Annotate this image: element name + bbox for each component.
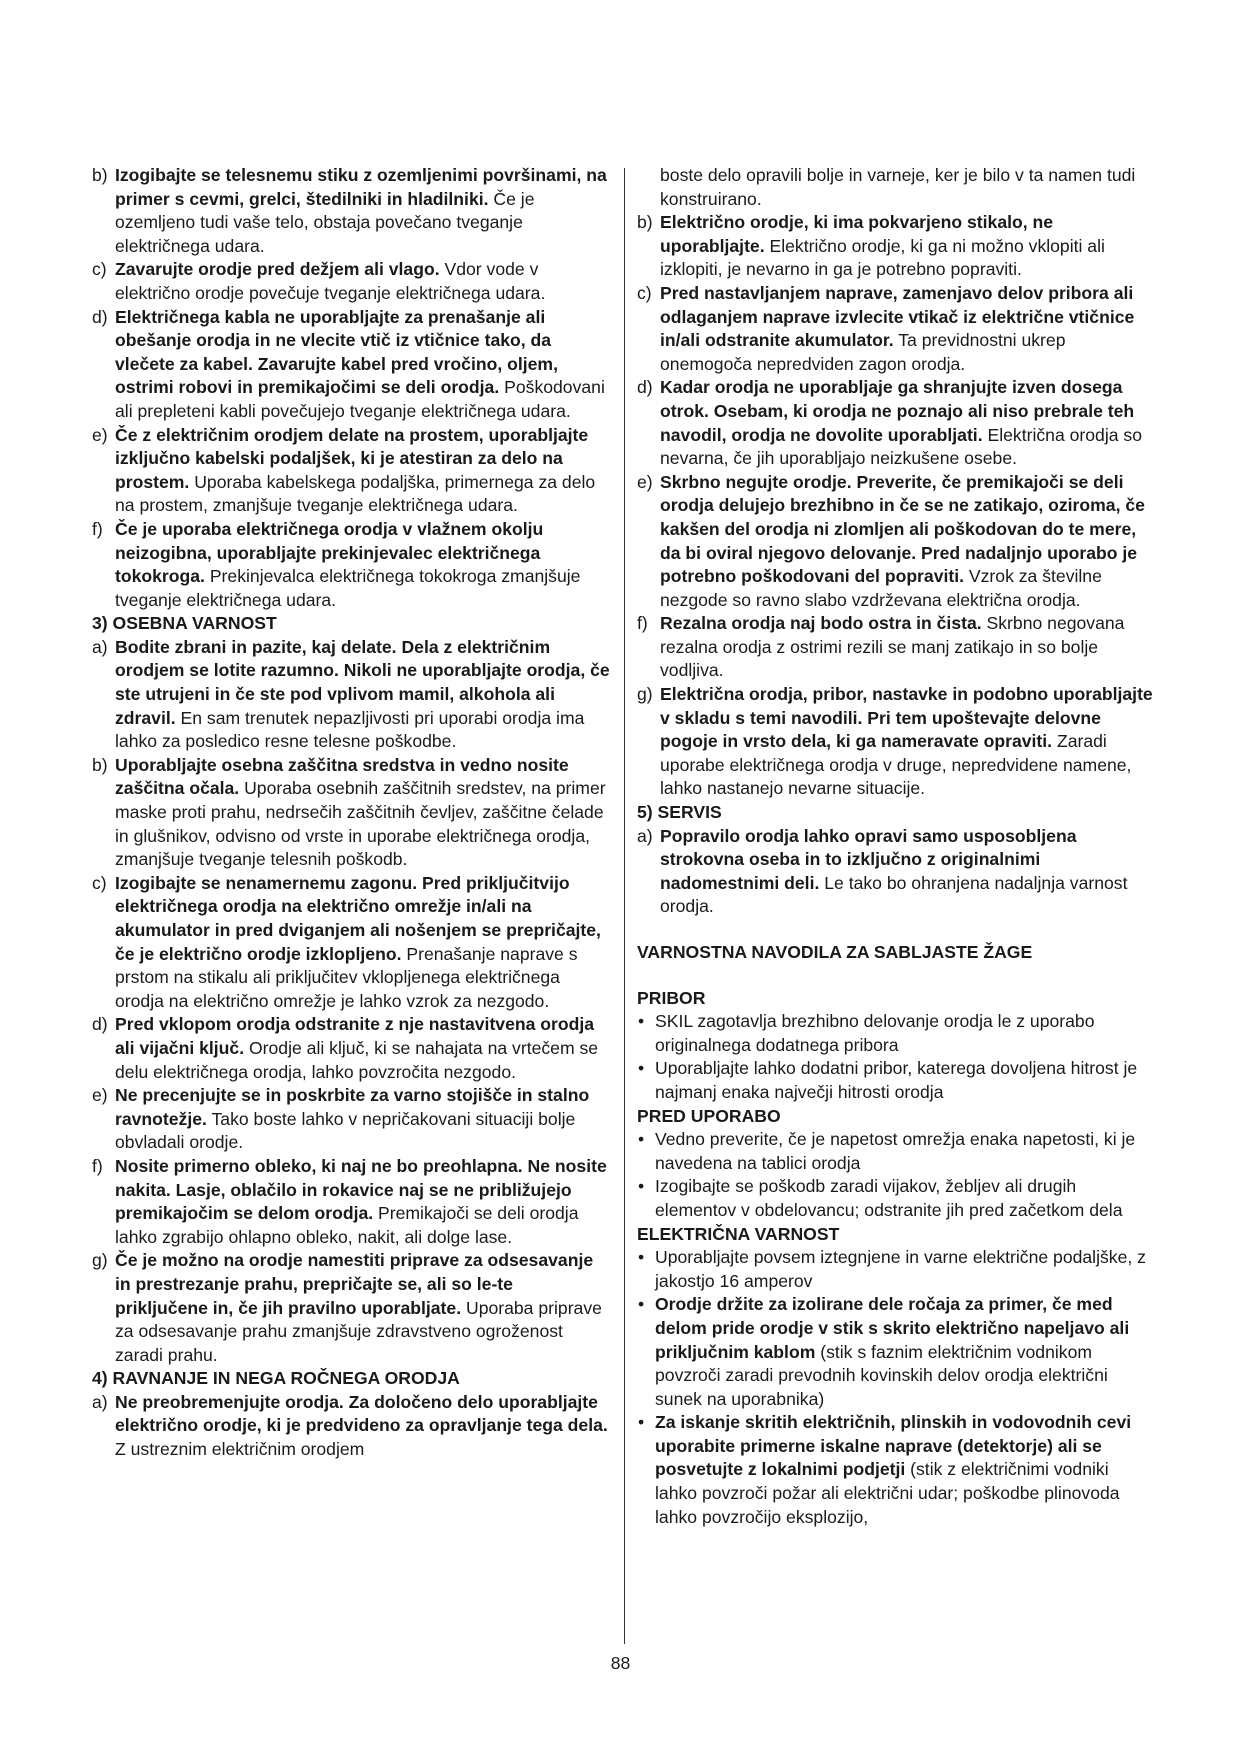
item-label: b) xyxy=(92,754,108,775)
item-text: Premikajoči se deli orodja lahko zgrabijo ohlapno obleko, nakit, ali dolge lase. xyxy=(115,1203,579,1247)
item-bold-text: Popravilo orodja lahko opravi samo usposobljena strokovna oseba in to izključno z originalnimi nadomestnimi deli. xyxy=(660,825,1077,893)
item-text: Skrbno negovana rezalna orodja z ostrimi rezili se manj zatikajo in so bolje vodljiva. xyxy=(660,613,1125,681)
item-bold-text: Ne preobremenjujte orodja. Za določeno delo uporabljajte električno orodje, ki je predvideno za opravljanje tega dela. xyxy=(115,1391,608,1436)
item-text: Tako boste lahko v nepričakovani situaciji bolje obvladali orodje. xyxy=(115,1108,576,1153)
item-label: b) xyxy=(637,212,653,233)
list-item xyxy=(637,376,1153,470)
item-text: Če je ozemljeno tudi vaše telo, obstaja povečano tveganje električnega udara. xyxy=(115,188,535,256)
item-text: En sam trenutek nepazljivosti pri uporabi orodja ima lahko za posledico resne telesne poškodbe. xyxy=(115,707,585,752)
bullet-text: (stik z električnimi vodniki lahko povzroči požar ali električni udar; poškodbe plinovoda lahko povzročijo eksplozijo, xyxy=(655,1459,1120,1527)
bullet-item xyxy=(637,1057,1153,1104)
item-text: Zaradi uporabe električnega orodja v druge, nepredvidene namene, lahko nastanejo nevarne situacije. xyxy=(660,731,1132,799)
item-text: Le tako bo ohranjena nadaljnja varnost orodja. xyxy=(660,872,1128,917)
section-heading: 3) OSEBNA VARNOST xyxy=(92,613,277,634)
list-item xyxy=(637,211,1153,282)
item-text: Uporaba priprave za odsesavanje prahu zmanjšuje zdravstveno ogroženost zaradi prahu. xyxy=(115,1297,602,1365)
item-text: Uporaba kabelskega podaljška, primernega za delo na prostem, zmanjšuje tveganje električnega udara. xyxy=(115,471,596,516)
item-label: d) xyxy=(92,1014,108,1035)
bullet-bold-text: Za iskanje skritih električnih, plinskih in vodovodnih cevi uporabite primerne iskalne naprave (detektorje) ali se posvetujte z lokalnimi podjetji xyxy=(655,1412,1132,1480)
item-label: f) xyxy=(637,613,648,634)
list-item xyxy=(637,825,1153,919)
item-label: a) xyxy=(637,825,653,846)
item-text: Prekinjevalca električnega tokokroga zmanjšuje tveganje električnega udara. xyxy=(115,566,581,610)
item-bold-text: Bodite zbrani in pazite, kaj delate. Dela z električnim orodjem se lotite razumno. Nikoli ne uporabljajte orodja, če ste utrujeni in če ste pod vplivom mamil, alkohola ali zdravil. xyxy=(115,636,610,728)
continued-text: boste delo opravili bolje in varneje, ker je bilo v ta namen tudi konstruirano. xyxy=(660,165,1136,209)
item-text: Orodje ali ključ, ki se nahajata na vrtečem se delu električnega orodja, lahko povzročita nezgodo. xyxy=(115,1037,599,1082)
section-heading: PRED UPORABO xyxy=(637,1105,781,1126)
section-heading: 4) RAVNANJE IN NEGA ROČNEGA ORODJA xyxy=(92,1368,460,1389)
bullet-text: Uporabljajte povsem iztegnjene in varne električne podaljške, z jakostjo 16 amperov xyxy=(655,1247,1146,1291)
item-label: e) xyxy=(637,471,653,492)
section-gap xyxy=(637,919,1153,941)
list-item xyxy=(92,636,610,754)
bullet-text: Uporabljajte lahko dodatni pribor, katerega dovoljena hitrost je najmanj enaka največji hitrosti orodja xyxy=(655,1058,1138,1102)
item-bold-text: Električna orodja, pribor, nastavke in podobno uporabljajte v skladu s temi navodili. Pri tem upoštevajte delovne pogoje in vrsto dela, ki ga nameravate opraviti. xyxy=(660,684,1153,752)
item-text: Električna orodja so nevarna, če jih uporabljajo neizkušene osebe. xyxy=(660,424,1142,469)
item-label: c) xyxy=(92,872,107,893)
section-gap xyxy=(637,965,1153,987)
item-label: e) xyxy=(92,424,108,445)
item-label: c) xyxy=(92,259,107,280)
left-column xyxy=(92,164,610,1462)
item-bold-text: Izogibajte se nenamernemu zagonu. Pred priključitvijo električnega orodja na električno omrežje in/ali na akumulator in pred dviganjem ali nošenjem se prepričajte, če je električno orodje izklopljeno. xyxy=(115,872,601,964)
item-label: b) xyxy=(92,165,108,185)
list-item xyxy=(637,683,1153,801)
item-text: Poškodovani ali prepleteni kabli povečujejo tveganje električnega udara. xyxy=(115,377,605,421)
list-item xyxy=(92,306,610,424)
item-bold-text: Pred nastavljanjem naprave, zamenjavo delov pribora ali odlaganjem naprave izvlecite vtikač iz električne vtičnice in/ali odstranite akumulator. xyxy=(660,282,1135,351)
item-bold-text: Skrbno negujte orodje. Preverite, če premikajoči se deli orodja delujejo brezhibno in če se ne zatikajo, oziroma, če kakšen del orodja ni zlomljen ali poškodovan do te mere, da bi oviral njegovo delovanje. Pred nadaljnjo uporabo je potrebno poškodovani del popraviti. xyxy=(660,471,1145,587)
item-text: Ta previdnostni ukrep onemogoča nepredviden zagon orodja. xyxy=(660,330,1066,374)
bullet-item xyxy=(637,1175,1153,1222)
item-text: Električno orodje, ki ga ni možno vklopiti ali izklopiti, je nevarno in ga je potrebno popraviti. xyxy=(660,235,1105,280)
list-item xyxy=(637,282,1153,376)
bullet-item xyxy=(637,1128,1153,1175)
list-item xyxy=(92,1391,610,1462)
bullet-text: Vedno preverite, če je napetost omrežja enaka napetosti, ki je navedena na tablici orodja xyxy=(655,1129,1136,1173)
item-label: f) xyxy=(92,1155,103,1176)
item-label: g) xyxy=(637,684,653,705)
item-text: Vdor vode v električno orodje povečuje tveganje električnega udara. xyxy=(115,259,546,303)
item-bold-text: Rezalna orodja naj bodo ostra in čista. xyxy=(660,613,982,634)
bullet-item xyxy=(637,1411,1153,1529)
list-item xyxy=(92,258,610,305)
item-text: Prenašanje naprave s prstom na stikalu ali priključitev vklopljenega električnega orodja na električno omrežje je lahko vzrok za nezgodo. xyxy=(115,943,578,1011)
list-item xyxy=(92,1084,610,1155)
list-item xyxy=(92,872,610,1014)
item-bold-text: Električnega kabla ne uporabljajte za prenašanje ali obešanje orodja in ne vlecite vtič iz vtičnice tako, da vlečete za kabel. Zavarujte kabel pred vročino, oljem, ostrimi robovi in premikajočimi se deli orodja. xyxy=(115,306,558,398)
list-item xyxy=(92,1155,610,1249)
item-label: e) xyxy=(92,1085,108,1106)
item-label: f) xyxy=(92,518,103,539)
item-label: c) xyxy=(637,282,652,303)
section-heading: PRIBOR xyxy=(637,987,706,1008)
item-bold-text: Pred vklopom orodja odstranite z nje nastavitvena orodja ali vijačni ključ. xyxy=(115,1014,595,1058)
item-bold-text: Ne precenjujte se in poskrbite za varno stojišče in stalno ravnotežje. xyxy=(115,1085,590,1129)
item-bold-text: Uporabljajte osebna zaščitna sredstva in vedno nosite zaščitna očala. xyxy=(115,754,569,799)
list-item xyxy=(637,612,1153,683)
bullet-item xyxy=(637,1010,1153,1057)
list-item xyxy=(92,1249,610,1367)
list-item xyxy=(92,754,610,872)
section-heading: 5) SERVIS xyxy=(637,802,722,823)
item-bold-text: Izogibajte se telesnemu stiku z ozemljenimi površinami, na primer s cevmi, grelci, štedilniki in hladilniki. xyxy=(115,165,607,209)
item-bold-text: Kadar orodja ne uporabljaje ga shranjujte izven dosega otrok. Osebam, ki orodja ne poznajo ali niso prebrale teh navodil, orodja ne dovolite uporabljati. xyxy=(660,377,1135,445)
bullet-text: SKIL zagotavlja brezhibno delovanje orodja le z uporabo originalnega dodatnega pribora xyxy=(655,1011,1095,1055)
item-label: a) xyxy=(92,1391,108,1412)
item-bold-text: Če je uporaba električnega orodja v vlažnem okolju neizogibna, uporabljajte prekinjevalec električnega tokokroga. xyxy=(115,518,544,587)
bullet-bold-text: Orodje držite za izolirane dele ročaja za primer, če med delom pride orodje v stik s skrito električno napeljavo ali priključnim kablom xyxy=(655,1294,1130,1362)
column-divider xyxy=(624,168,625,1644)
bullet-item xyxy=(637,1293,1153,1411)
item-text: Uporaba osebnih zaščitnih sredstev, na primer maske proti prahu, nedrsečih zaščitnih čevljev, zaščitne čelade in glušnikov, odvisno od vrste in uporabe električnega orodja, zmanjšuje tveganje telesnih poškodb. xyxy=(115,778,606,870)
item-label: a) xyxy=(92,636,108,657)
item-text: Vzrok za številne nezgode so ravno slabo vzdrževana električna orodja. xyxy=(660,566,1102,610)
list-item xyxy=(92,164,610,258)
item-label: d) xyxy=(92,306,108,327)
item-bold-text: Električno orodje, ki ima pokvarjeno stikalo, ne uporabljajte. xyxy=(660,212,1054,256)
item-bold-text: Če z električnim orodjem delate na prostem, uporabljajte izključno kabelski podaljšek, ki je atestiran za delo na prostem. xyxy=(115,424,589,492)
bullet-item xyxy=(637,1246,1153,1293)
right-column xyxy=(637,164,1153,1529)
bullet-text: Izogibajte se poškodb zaradi vijakov, žebljev ali drugih elementov v obdelovancu; odstranite jih pred začetkom dela xyxy=(655,1176,1123,1220)
item-label: d) xyxy=(637,377,653,398)
item-bold-text: Nosite primerno obleko, ki naj ne bo preohlapna. Ne nosite nakita. Lasje, oblačilo in rokavice naj se ne približujejo premikajočim se delom orodja. xyxy=(115,1155,607,1224)
bullet-text: (stik s faznim električnim vodnikom povzroči zaradi prevodnih kovinskih delov orodja električni sunek na uporabnika) xyxy=(655,1341,1108,1409)
section-heading: VARNOSTNA NAVODILA ZA SABLJASTE ŽAGE xyxy=(637,942,1033,962)
list-item xyxy=(637,471,1153,613)
item-bold-text: Če je možno na orodje namestiti priprave za odsesavanje in prestrezanje prahu, prepričajte se, ali so le-te priključene in, če jih pravilno uporabljate. xyxy=(115,1250,594,1318)
list-item xyxy=(92,1013,610,1084)
list-item xyxy=(92,424,610,518)
item-text: Z ustreznim električnim orodjem xyxy=(115,1439,365,1460)
item-bold-text: Zavarujte orodje pred dežjem ali vlago. xyxy=(115,259,440,280)
section-heading: ELEKTRIČNA VARNOST xyxy=(637,1223,840,1244)
page-number: 88 xyxy=(610,1653,631,1673)
list-item xyxy=(92,518,610,612)
item-label: g) xyxy=(92,1250,108,1271)
